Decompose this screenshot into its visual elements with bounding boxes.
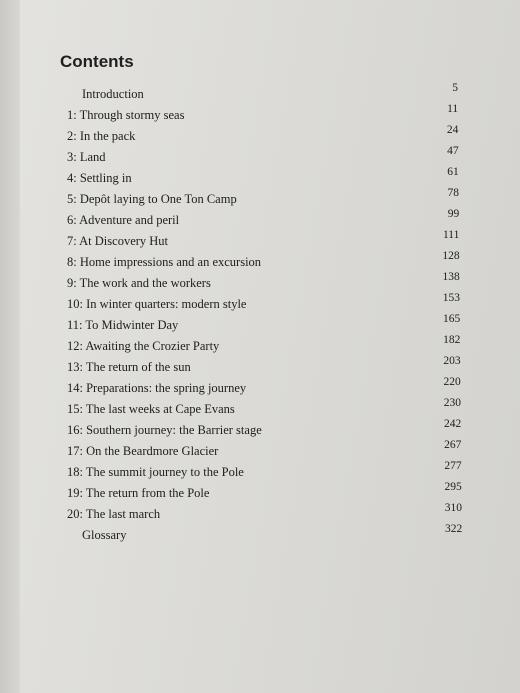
toc-entry-label: 10: In winter quarters: modern style xyxy=(67,297,247,311)
toc-entry-label: 4: Settling in xyxy=(67,171,132,185)
toc-entry-page-number: 295 xyxy=(444,481,462,493)
toc-entry-label: 6: Adventure and peril xyxy=(67,213,180,227)
toc-entry-page-number: 128 xyxy=(442,250,460,262)
toc-entry-page-number: 182 xyxy=(443,334,461,346)
toc-entry-page-number: 220 xyxy=(443,376,461,388)
toc-entry-label: 14: Preparations: the spring journey xyxy=(67,381,247,395)
toc-entry-label: 2: In the pack xyxy=(67,129,136,143)
toc-entry-page-number: 5 xyxy=(452,82,458,94)
toc-entry-label: 18: The summit journey to the Pole xyxy=(67,465,244,479)
toc-entry-page-number: 61 xyxy=(447,166,459,178)
toc-entry-label: 1: Through stormy seas xyxy=(67,108,185,122)
page-edge xyxy=(0,0,20,693)
toc-entry-label: 11: To Midwinter Day xyxy=(67,318,179,332)
toc-entry-label: 12: Awaiting the Crozier Party xyxy=(67,339,220,353)
toc-entry-page-number: 138 xyxy=(442,271,460,283)
toc-entry-page-number: 230 xyxy=(443,397,461,409)
toc-entry-label: 13: The return of the sun xyxy=(67,360,191,374)
toc-entry-label: 8: Home impressions and an excursion xyxy=(67,255,262,269)
toc-entry-label: 15: The last weeks at Cape Evans xyxy=(67,402,235,416)
toc-entry-page-number: 322 xyxy=(444,523,463,535)
toc-entry-label: 9: The work and the workers xyxy=(67,276,211,290)
toc-entry-label: 3: Land xyxy=(67,150,106,164)
toc-entry-page-number: 111 xyxy=(442,229,460,241)
toc-entry-label: 20: The last march xyxy=(67,507,161,521)
toc-entry-page-number: 277 xyxy=(444,460,462,472)
toc-entry-page-number: 47 xyxy=(447,145,459,157)
toc-entry-page-number: 11 xyxy=(447,103,459,115)
toc-entry-page-number: 78 xyxy=(447,187,459,199)
toc-entry-label: 16: Southern journey: the Barrier stage xyxy=(67,423,262,437)
toc-entry-label: 7: At Discovery Hut xyxy=(67,234,169,248)
toc-entry-page-number: 24 xyxy=(446,124,459,136)
toc-entry-label: 17: On the Beardmore Glacier xyxy=(67,444,219,458)
toc-entry-label: Introduction xyxy=(82,87,144,101)
toc-entry-label: 19: The return from the Pole xyxy=(67,486,210,500)
toc-entry-page-number: 203 xyxy=(443,355,461,367)
toc-entry-label: 5: Depôt laying to One Ton Camp xyxy=(67,192,237,206)
toc-entry-page-number: 242 xyxy=(443,418,462,430)
toc-entry-label: Glossary xyxy=(82,528,127,542)
toc-entry-page-number: 310 xyxy=(444,502,462,514)
toc-entry-page-number: 153 xyxy=(442,292,460,304)
toc-entry-page-number: 267 xyxy=(444,439,462,451)
page-title: Contents xyxy=(60,52,134,71)
toc-entry-page-number: 99 xyxy=(447,208,460,220)
toc-entry-page-number: 165 xyxy=(442,313,461,325)
